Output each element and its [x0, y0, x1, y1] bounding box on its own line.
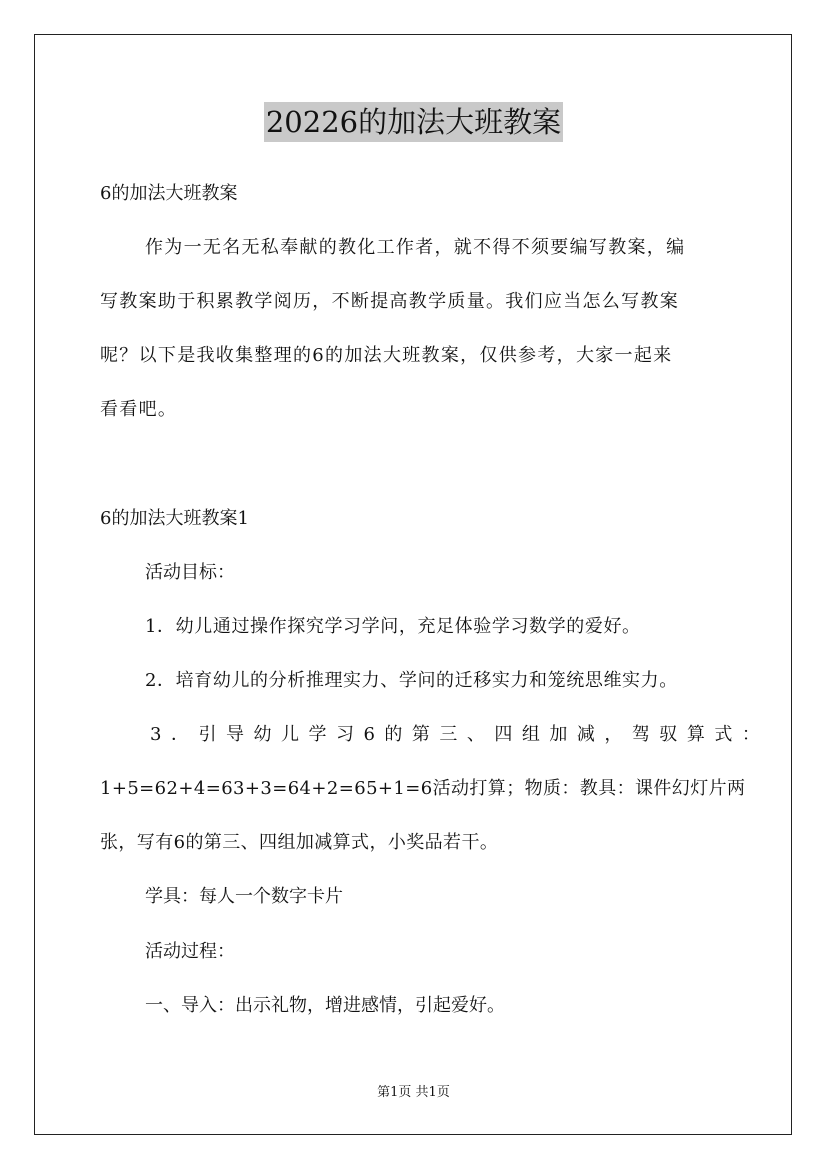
goal-item-2: 2．培育幼儿的分析推理实力、学问的迁移实力和笼统思维实力。 [145, 670, 678, 691]
tools-line: 学具：每人一个数字卡片 [145, 886, 343, 907]
goal-item-3-continued-1: 1+5=62+4=63+3=64+2=65+1=6活动打算；物质：教具：课件幻灯片两 [100, 778, 746, 799]
process-step-1: 一、导入：出示礼物，增进感情，引起爱好。 [145, 995, 505, 1016]
goal-item-3-continued-2: 张，写有6的第三、四组加减算式，小奖品若干。 [100, 832, 499, 853]
section-heading: 6的加法大班教案1 [100, 508, 249, 529]
title-container [0, 102, 827, 142]
intro-line-3: 呢？以下是我收集整理的6的加法大班教案，仅供参考，大家一起来 [100, 345, 673, 366]
goal-item-1: 1．幼儿通过操作探究学习学问，充足体验学习数学的爱好。 [145, 616, 641, 637]
document-title: 20226的加法大班教案 [264, 102, 563, 142]
goal-label: 活动目标： [145, 562, 235, 583]
intro-line-4: 看看吧。 [100, 399, 178, 420]
intro-line-2: 写教案助于积累教学阅历，不断提高教学质量。我们应当怎么写教案 [100, 291, 679, 312]
intro-line-1: 作为一无名无私奉献的教化工作者，就不得不须要编写教案，编 [145, 237, 686, 258]
page-footer: 第1页 共1页 [377, 1085, 450, 1100]
process-label: 活动过程： [145, 941, 235, 962]
document-subtitle: 6的加法大班教案 [100, 183, 238, 204]
goal-item-3: 3．引导幼儿学习6的第三、四组加减，驾驭算式： [150, 724, 770, 745]
